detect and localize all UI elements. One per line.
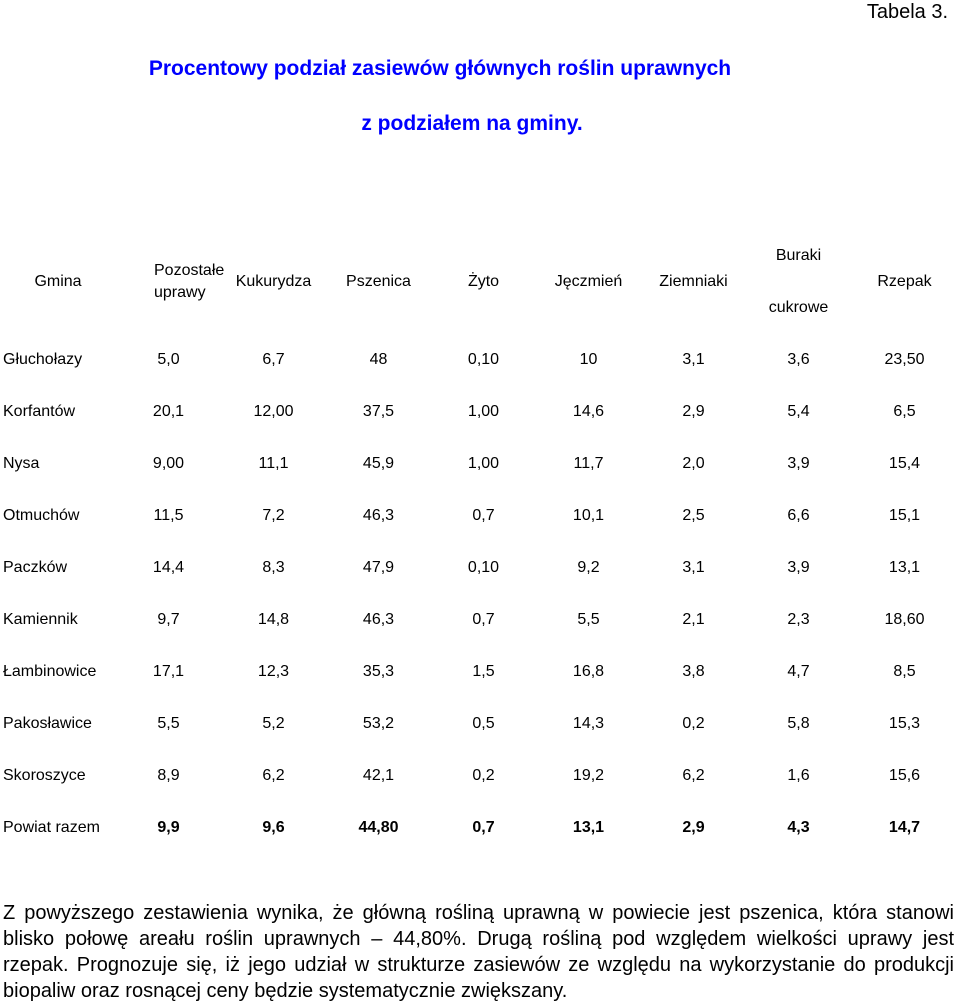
row-value-cell: 0,7 bbox=[472, 507, 495, 524]
table-row bbox=[0, 490, 958, 542]
row-value-cell: 0,7 bbox=[472, 611, 495, 628]
row-value-cell: 5,5 bbox=[577, 611, 600, 628]
row-value-cell: 9,2 bbox=[577, 559, 600, 576]
row-value-cell: 13,1 bbox=[572, 819, 605, 836]
row-value-cell: 12,3 bbox=[257, 663, 290, 680]
header-buraki-line2: cukrowe bbox=[768, 299, 829, 316]
row-value-cell: 9,7 bbox=[157, 611, 180, 628]
row-value-cell: 8,5 bbox=[893, 663, 916, 680]
row-value-cell: 6,7 bbox=[262, 351, 285, 368]
header-rzepak: Rzepak bbox=[877, 273, 932, 290]
row-value-cell: 5,5 bbox=[157, 715, 180, 732]
row-value-cell: 1,00 bbox=[467, 455, 500, 472]
row-gmina-name: Głuchołazy bbox=[3, 351, 83, 368]
row-value-cell: 14,4 bbox=[152, 559, 185, 576]
row-value-cell: 23,50 bbox=[884, 351, 925, 368]
header-buraki-line1: Buraki bbox=[775, 247, 822, 264]
row-gmina-name: Korfantów bbox=[3, 403, 76, 420]
row-value-cell: 44,80 bbox=[358, 819, 399, 836]
row-value-cell: 10,1 bbox=[572, 507, 605, 524]
row-value-cell: 0,10 bbox=[467, 559, 500, 576]
row-value-cell: 47,9 bbox=[362, 559, 395, 576]
row-value-cell: 20,1 bbox=[152, 403, 185, 420]
row-gmina-name: Skoroszyce bbox=[3, 767, 86, 784]
row-value-cell: 37,5 bbox=[362, 403, 395, 420]
table-row bbox=[0, 542, 958, 594]
row-value-cell: 46,3 bbox=[362, 611, 395, 628]
table-row bbox=[0, 438, 958, 490]
row-value-cell: 0,10 bbox=[467, 351, 500, 368]
row-value-cell: 5,0 bbox=[157, 351, 180, 368]
row-gmina-name: Powiat razem bbox=[3, 819, 100, 836]
header-gmina: Gmina bbox=[34, 273, 82, 290]
row-value-cell: 15,6 bbox=[888, 767, 921, 784]
row-value-cell: 0,2 bbox=[472, 767, 495, 784]
table-number-label: Tabela 3. bbox=[866, 1, 948, 23]
row-gmina-name: Otmuchów bbox=[3, 507, 80, 524]
row-value-cell: 8,3 bbox=[262, 559, 285, 576]
row-gmina-name: Kamiennik bbox=[3, 611, 78, 628]
table-row bbox=[0, 334, 958, 386]
row-value-cell: 6,2 bbox=[682, 767, 705, 784]
row-value-cell: 4,3 bbox=[787, 819, 810, 836]
row-value-cell: 18,60 bbox=[884, 611, 925, 628]
row-value-cell: 3,8 bbox=[682, 663, 705, 680]
row-value-cell: 42,1 bbox=[362, 767, 395, 784]
row-value-cell: 4,7 bbox=[787, 663, 810, 680]
row-value-cell: 15,1 bbox=[888, 507, 921, 524]
row-value-cell: 14,3 bbox=[572, 715, 605, 732]
row-value-cell: 8,9 bbox=[157, 767, 180, 784]
summary-paragraph: Z powyższego zestawienia wynika, że główną rośliną uprawną w powiecie jest pszenica, która stanowi blisko połowę areału roślin uprawnych – 44,80%. Drugą rośliną pod względem wielkości uprawy jest rzepak. Prognozuje się, iż jego udział w strukturze zasiewów ze względu na wykorzystanie do produkcji biopaliw oraz rosnącej ceny będzie systematycznie zwiększany. bbox=[3, 902, 954, 1002]
row-gmina-name: Łambinowice bbox=[3, 663, 97, 680]
row-value-cell: 48 bbox=[369, 351, 388, 368]
table-row bbox=[0, 594, 958, 646]
row-value-cell: 2,3 bbox=[787, 611, 810, 628]
table-title: Procentowy podział zasiewów głównych roślin uprawnych bbox=[148, 57, 732, 80]
row-value-cell: 2,5 bbox=[682, 507, 705, 524]
header-pszenica: Pszenica bbox=[346, 273, 411, 290]
row-value-cell: 7,2 bbox=[262, 507, 285, 524]
row-value-cell: 3,9 bbox=[787, 455, 810, 472]
table-row bbox=[0, 386, 958, 438]
row-value-cell: 2,1 bbox=[682, 611, 705, 628]
row-value-cell: 6,5 bbox=[893, 403, 916, 420]
row-value-cell: 9,6 bbox=[262, 819, 285, 836]
table-subtitle: z podziałem na gminy. bbox=[361, 112, 583, 135]
header-buraki-cukrowe bbox=[746, 230, 851, 334]
row-value-cell: 0,2 bbox=[682, 715, 705, 732]
row-value-cell: 3,9 bbox=[787, 559, 810, 576]
table-total-row bbox=[0, 802, 958, 854]
row-value-cell: 13,1 bbox=[888, 559, 921, 576]
row-value-cell: 3,6 bbox=[787, 351, 810, 368]
table-row bbox=[0, 646, 958, 698]
row-value-cell: 5,4 bbox=[787, 403, 810, 420]
row-value-cell: 16,8 bbox=[572, 663, 605, 680]
row-value-cell: 11,1 bbox=[258, 455, 289, 472]
row-value-cell: 1,6 bbox=[787, 767, 810, 784]
row-value-cell: 1,5 bbox=[472, 663, 495, 680]
row-value-cell: 2,9 bbox=[682, 819, 705, 836]
row-value-cell: 10 bbox=[579, 351, 598, 368]
row-value-cell: 15,3 bbox=[888, 715, 921, 732]
row-value-cell: 46,3 bbox=[362, 507, 395, 524]
row-value-cell: 17,1 bbox=[152, 663, 185, 680]
row-gmina-name: Paczków bbox=[3, 559, 68, 576]
row-value-cell: 1,00 bbox=[467, 403, 500, 420]
header-pozostale-uprawy: Pozostałe uprawy bbox=[154, 262, 225, 301]
row-value-cell: 2,0 bbox=[682, 455, 705, 472]
row-value-cell: 0,7 bbox=[472, 819, 495, 836]
row-value-cell: 5,8 bbox=[787, 715, 810, 732]
row-value-cell: 15,4 bbox=[888, 455, 921, 472]
row-value-cell: 14,6 bbox=[572, 403, 605, 420]
row-gmina-name: Nysa bbox=[3, 455, 40, 472]
row-value-cell: 14,7 bbox=[888, 819, 921, 836]
row-value-cell: 12,00 bbox=[253, 403, 294, 420]
row-value-cell: 3,1 bbox=[682, 559, 705, 576]
row-value-cell: 6,2 bbox=[262, 767, 285, 784]
header-jeczmien: Jęczmień bbox=[554, 273, 623, 290]
table-row bbox=[0, 750, 958, 802]
crop-share-table bbox=[0, 230, 958, 854]
row-value-cell: 9,00 bbox=[152, 455, 185, 472]
row-value-cell: 53,2 bbox=[362, 715, 395, 732]
row-value-cell: 45,9 bbox=[362, 455, 395, 472]
row-value-cell: 11,7 bbox=[573, 455, 604, 472]
row-value-cell: 5,2 bbox=[262, 715, 285, 732]
row-value-cell: 14,8 bbox=[257, 611, 290, 628]
header-kukurydza: Kukurydza bbox=[235, 273, 312, 290]
table-header-row bbox=[0, 230, 958, 334]
header-ziemniaki: Ziemniaki bbox=[659, 273, 728, 290]
row-value-cell: 2,9 bbox=[682, 403, 705, 420]
header-zyto: Żyto bbox=[467, 273, 500, 290]
row-value-cell: 0,5 bbox=[472, 715, 495, 732]
row-value-cell: 19,2 bbox=[572, 767, 605, 784]
row-value-cell: 35,3 bbox=[362, 663, 395, 680]
row-value-cell: 6,6 bbox=[787, 507, 810, 524]
row-value-cell: 11,5 bbox=[153, 507, 184, 524]
row-value-cell: 9,9 bbox=[157, 819, 180, 836]
table-row bbox=[0, 698, 958, 750]
row-value-cell: 3,1 bbox=[682, 351, 705, 368]
row-gmina-name: Pakosławice bbox=[3, 715, 92, 732]
